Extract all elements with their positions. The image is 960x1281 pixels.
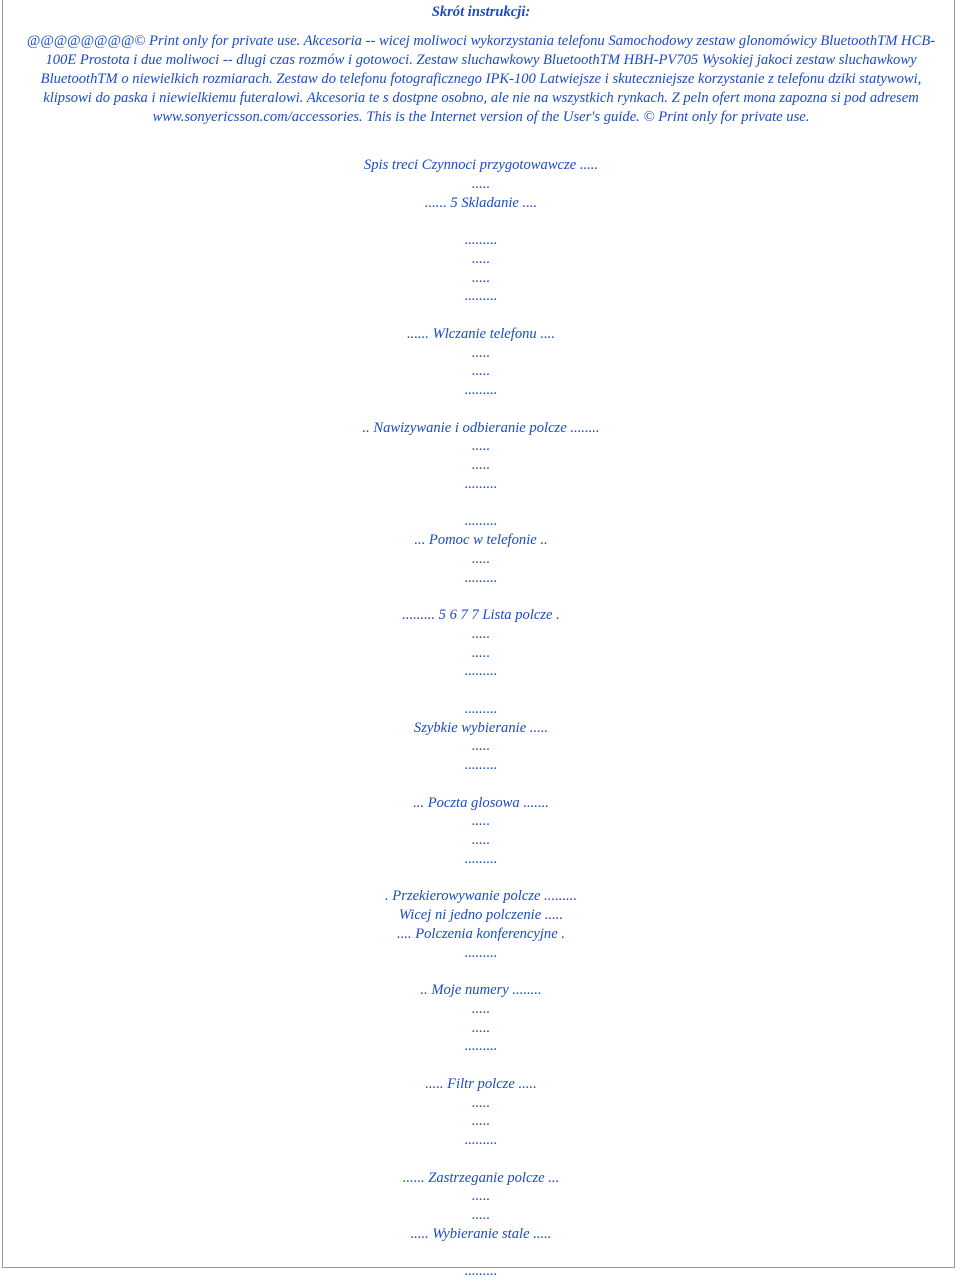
- toc-line: .....: [471, 269, 491, 286]
- toc-line: .....: [471, 1094, 491, 1111]
- toc-line: .. Nawizywanie i odbieranie polcze ........: [362, 419, 600, 436]
- toc-line: .....: [471, 250, 491, 267]
- toc-line: .........: [464, 288, 498, 305]
- toc-line: Spis treci Czynnoci przygotowawcze .....: [363, 157, 599, 173]
- toc-line: Szybkie wybieranie .....: [413, 719, 549, 736]
- toc-line: .........: [464, 569, 498, 586]
- toc-line: [22, 775, 940, 794]
- toc-line: [22, 1056, 940, 1075]
- toc-line: .....: [471, 363, 491, 380]
- toc-line: [22, 1244, 940, 1263]
- toc-line: .....: [471, 1019, 491, 1036]
- toc-line: .....: [471, 1000, 491, 1017]
- toc-line: .....: [471, 438, 491, 455]
- toc-line: . Przekierowywanie polcze .........: [385, 888, 577, 905]
- toc-line: .....: [471, 625, 491, 642]
- page-title: Skrót instrukcji:: [431, 4, 531, 20]
- toc-line: .....: [471, 1188, 491, 1205]
- toc-line: .....: [471, 175, 491, 192]
- toc-line: ... Poczta glosowa .......: [413, 794, 549, 811]
- toc-line: [22, 681, 940, 700]
- toc-line: [22, 869, 940, 888]
- toc-line: [22, 494, 940, 513]
- toc-line: .... Polczenia konferencyjne .: [396, 925, 566, 942]
- toc-line: .........: [464, 382, 498, 398]
- toc-line: .........: [464, 850, 498, 867]
- document: [22, 0, 940, 1280]
- toc-line: .. Moje numery ........: [420, 982, 542, 998]
- toc-line: .....: [471, 457, 491, 473]
- toc-line: .....: [471, 1207, 491, 1223]
- toc-line: ......... 5 6 7 7 Lista polcze .: [402, 607, 560, 623]
- toc-line: ...... 5 Skladanie ....: [424, 194, 538, 211]
- toc-line: .....: [471, 832, 491, 848]
- intro-paragraph: @@@@@@@@© Print only for private use. Akcesoria -- wicej moliwoci wykorzystania telefonu Samochodowy zestaw glonomówicy BluetoothTM HCB-100E Prostota i due moliwoci -- dlugi czas rozmów i gotowoci. Zestaw sluchawkowy BluetoothTM HBH-PV705 Wysokiej jakoci zestaw sluchawkowy BluetoothTM o niewielkich rozmiarach. Zestaw do telefonu fotograficznego IPK-100 Latwiejsze i skuteczniejsze korzystanie z telefonu dziki statywowi, klipsowi do paska i niewielkiemu futeralowi. Akcesoria te s dostpne osobno, ale nie na wszystkich rynkach. Z peln ofert mona zapozna si pod adresem www.sonyericsson.com/accessories. This is the Internet version of the User's guide. © Print only for private use.: [26, 33, 936, 125]
- toc-line: .....: [471, 550, 491, 567]
- toc-line: .........: [464, 232, 498, 248]
- toc-line: ..... Filtr polcze .....: [425, 1075, 537, 1092]
- toc-line: [22, 212, 940, 231]
- toc-line: [22, 962, 940, 981]
- toc-line: [22, 306, 940, 325]
- toc-line: .........: [464, 700, 498, 717]
- toc-line: ...... Wlczanie telefonu ....: [407, 325, 555, 342]
- toc-line: .........: [464, 944, 498, 961]
- toc-line: ..... Wybieranie stale .....: [410, 1225, 552, 1242]
- toc-line: .........: [464, 1038, 498, 1055]
- toc-line: .....: [471, 813, 491, 830]
- toc-line: .........: [464, 663, 498, 680]
- toc-line: .....: [471, 738, 491, 755]
- toc-line: ...... Zastrzeganie polcze ...: [402, 1169, 560, 1186]
- toc-line: ... Pomoc w telefonie ..: [414, 532, 548, 548]
- toc-line: .........: [464, 1132, 498, 1148]
- toc-line: .........: [464, 757, 498, 773]
- toc-line: .....: [471, 644, 491, 661]
- toc-line: [22, 1150, 940, 1169]
- toc-line: .....: [471, 344, 491, 361]
- toc-line: .....: [471, 1113, 491, 1130]
- toc-line: [22, 587, 940, 606]
- toc-line: .........: [464, 475, 498, 492]
- toc-line: [22, 400, 940, 419]
- toc-line: .........: [464, 1263, 498, 1280]
- toc-line: .........: [464, 513, 498, 530]
- toc-line: Wicej ni jedno polczenie .....: [398, 907, 564, 923]
